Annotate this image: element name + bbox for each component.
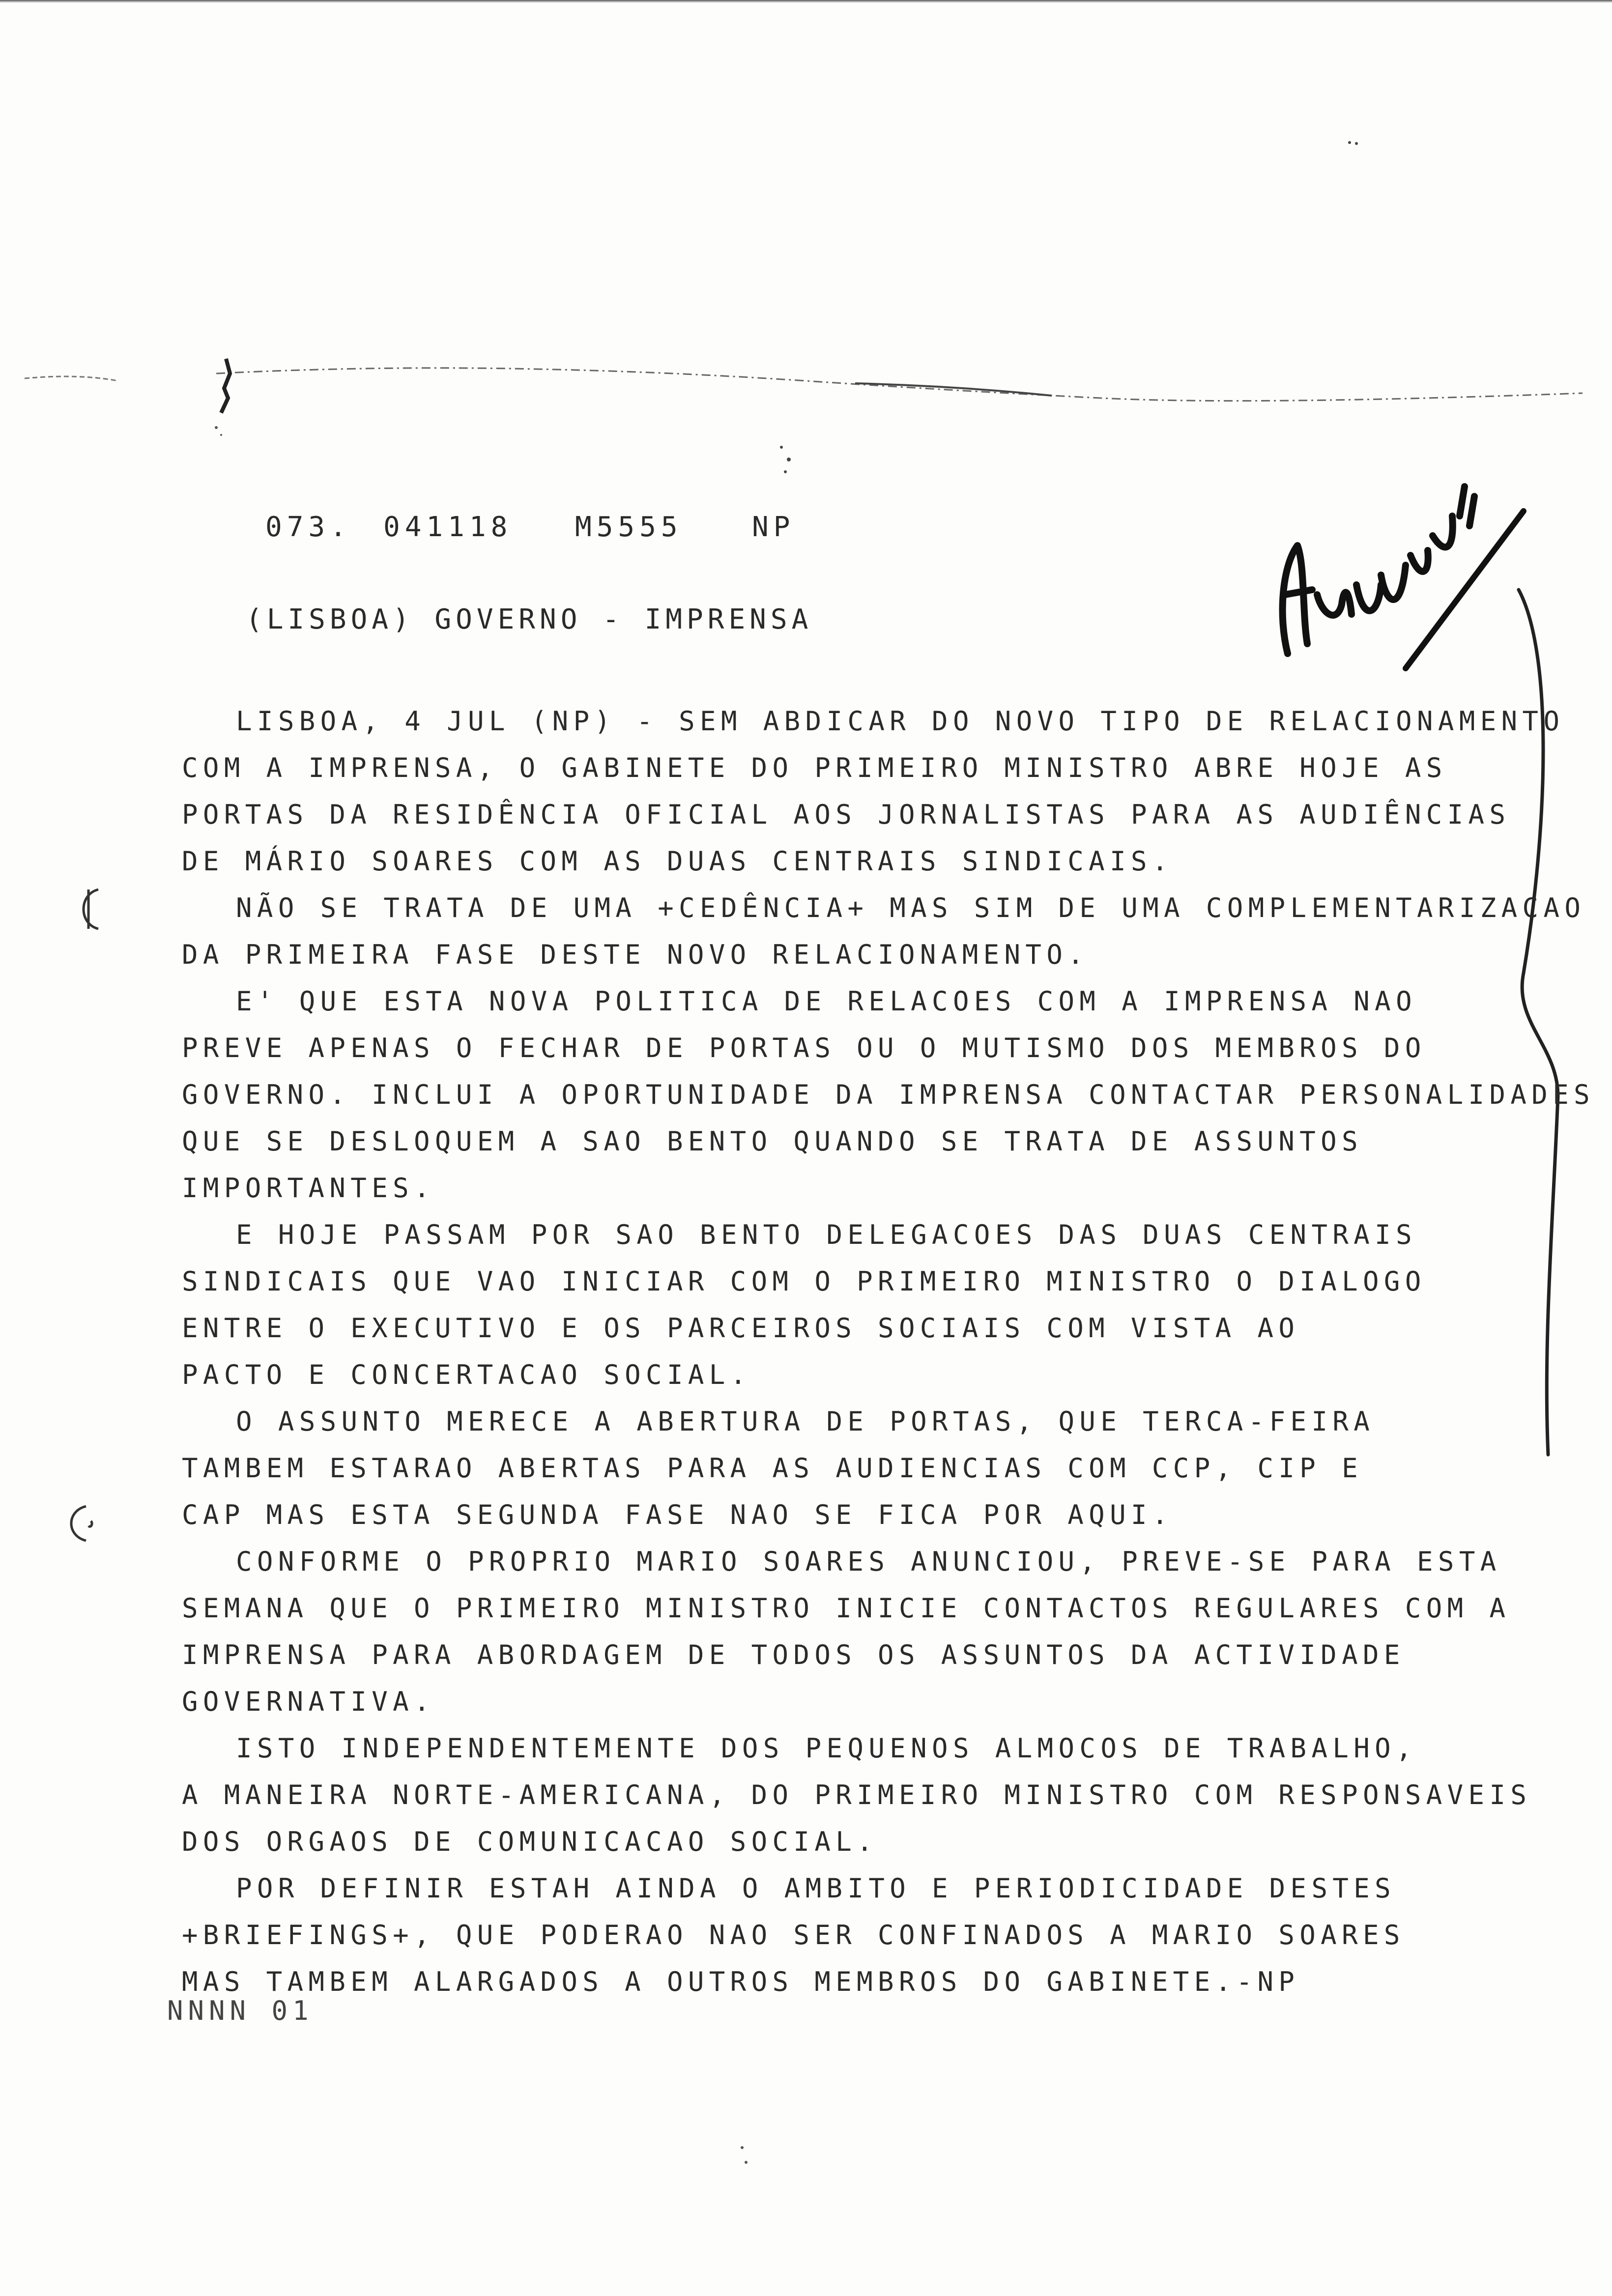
stray-marks <box>777 442 796 487</box>
body-line: DOS ORGAOS DE COMUNICACAO SOCIAL. <box>182 1826 878 1857</box>
header-agency: NP <box>752 511 795 543</box>
body-line: IMPRENSA PARA ABORDAGEM DE TODOS OS ASSUNTOS DA ACTIVIDADE <box>182 1639 1405 1670</box>
body-line: DE MÁRIO SOARES COM AS DUAS CENTRAIS SINDICAIS. <box>182 846 1173 877</box>
body-line: GOVERNO. INCLUI A OPORTUNIDADE DA IMPRENSA CONTACTAR PERSONALIDADES <box>182 1079 1595 1110</box>
left-margin-bracket-1 <box>74 885 103 934</box>
body-line: TAMBEM ESTARAO ABERTAS PARA AS AUDIENCIAS COM CCP, CIP E <box>182 1453 1363 1484</box>
header-code: M5555 <box>575 511 683 543</box>
body-line: CONFORME O PROPRIO MARIO SOARES ANUNCIOU, PREVE-SE PARA ESTA <box>236 1546 1501 1577</box>
body-line: NÃO SE TRATA DE UMA +CEDÊNCIA+ MAS SIM DE UMA COMPLEMENTARIZACAO <box>236 892 1586 923</box>
body-line: SEMANA QUE O PRIMEIRO MINISTRO INICIE CONTACTOS REGULARES COM A <box>182 1593 1511 1624</box>
stray-dots-bottom <box>737 2143 752 2172</box>
tear-line <box>20 359 1592 418</box>
body-line: PACTO E CONCERTACAO SOCIAL. <box>182 1359 751 1390</box>
body-line: POR DEFINIR ESTAH AINDA O AMBITO E PERIODICIDADE DESTES <box>236 1873 1396 1904</box>
body-line: DA PRIMEIRA FASE DESTE NOVO RELACIONAMENTO. <box>182 939 1089 970</box>
body-line: E' QUE ESTA NOVA POLITICA DE RELACOES COM A IMPRENSA NAO <box>236 986 1417 1017</box>
photocopy-top-edge <box>0 0 1612 3</box>
body-line: PORTAS DA RESIDÊNCIA OFICIAL AOS JORNALISTAS PARA AS AUDIÊNCIAS <box>182 799 1511 830</box>
left-margin-bracket-2 <box>64 1499 93 1548</box>
body-line: IMPORTANTES. <box>182 1173 435 1204</box>
body-line: QUE SE DESLOQUEM A SAO BENTO QUANDO SE TRATA DE ASSUNTOS <box>182 1126 1363 1157</box>
end-of-message-code: NNNN 01 <box>167 1995 314 2026</box>
ink-blot <box>206 354 246 442</box>
story-slug: (LISBOA) GOVERNO - IMPRENSA <box>246 603 813 635</box>
body-line: ENTRE O EXECUTIVO E OS PARCEIROS SOCIAIS COM VISTA AO <box>182 1313 1300 1344</box>
body-line: SINDICAIS QUE VAO INICIAR COM O PRIMEIRO MINISTRO O DIALOGO <box>182 1266 1426 1297</box>
header-timestamp: 041118 <box>383 511 513 543</box>
article-body <box>172 698 1595 2005</box>
body-line: LISBOA, 4 JUL (NP) - SEM ABDICAR DO NOVO TIPO DE RELACIONAMENTO <box>236 706 1565 737</box>
handwritten-signature <box>1258 467 1533 678</box>
stray-dots <box>1347 138 1361 147</box>
body-line: CAP MAS ESTA SEGUNDA FASE NAO SE FICA POR AQUI. <box>182 1499 1173 1530</box>
body-line: +BRIEFINGS+, QUE PODERAO NAO SER CONFINADOS A MARIO SOARES <box>182 1920 1405 1951</box>
body-line: E HOJE PASSAM POR SAO BENTO DELEGACOES DAS DUAS CENTRAIS <box>236 1219 1417 1250</box>
body-line: PREVE APENAS O FECHAR DE PORTAS OU O MUTISMO DOS MEMBROS DO <box>182 1033 1426 1063</box>
body-line: A MANEIRA NORTE-AMERICANA, DO PRIMEIRO MINISTRO COM RESPONSAVEIS <box>182 1779 1532 1810</box>
body-line: COM A IMPRENSA, O GABINETE DO PRIMEIRO MINISTRO ABRE HOJE AS <box>182 752 1447 783</box>
body-line: ISTO INDEPENDENTEMENTE DOS PEQUENOS ALMOCOS DE TRABALHO, <box>236 1733 1417 1764</box>
body-line: MAS TAMBEM ALARGADOS A OUTROS MEMBROS DO GABINETE.-NP <box>182 1966 1300 1997</box>
body-line: GOVERNATIVA. <box>182 1686 435 1717</box>
header-number: 073. <box>265 511 351 543</box>
body-line: O ASSUNTO MERECE A ABERTURA DE PORTAS, QUE TERCA-FEIRA <box>236 1406 1375 1437</box>
